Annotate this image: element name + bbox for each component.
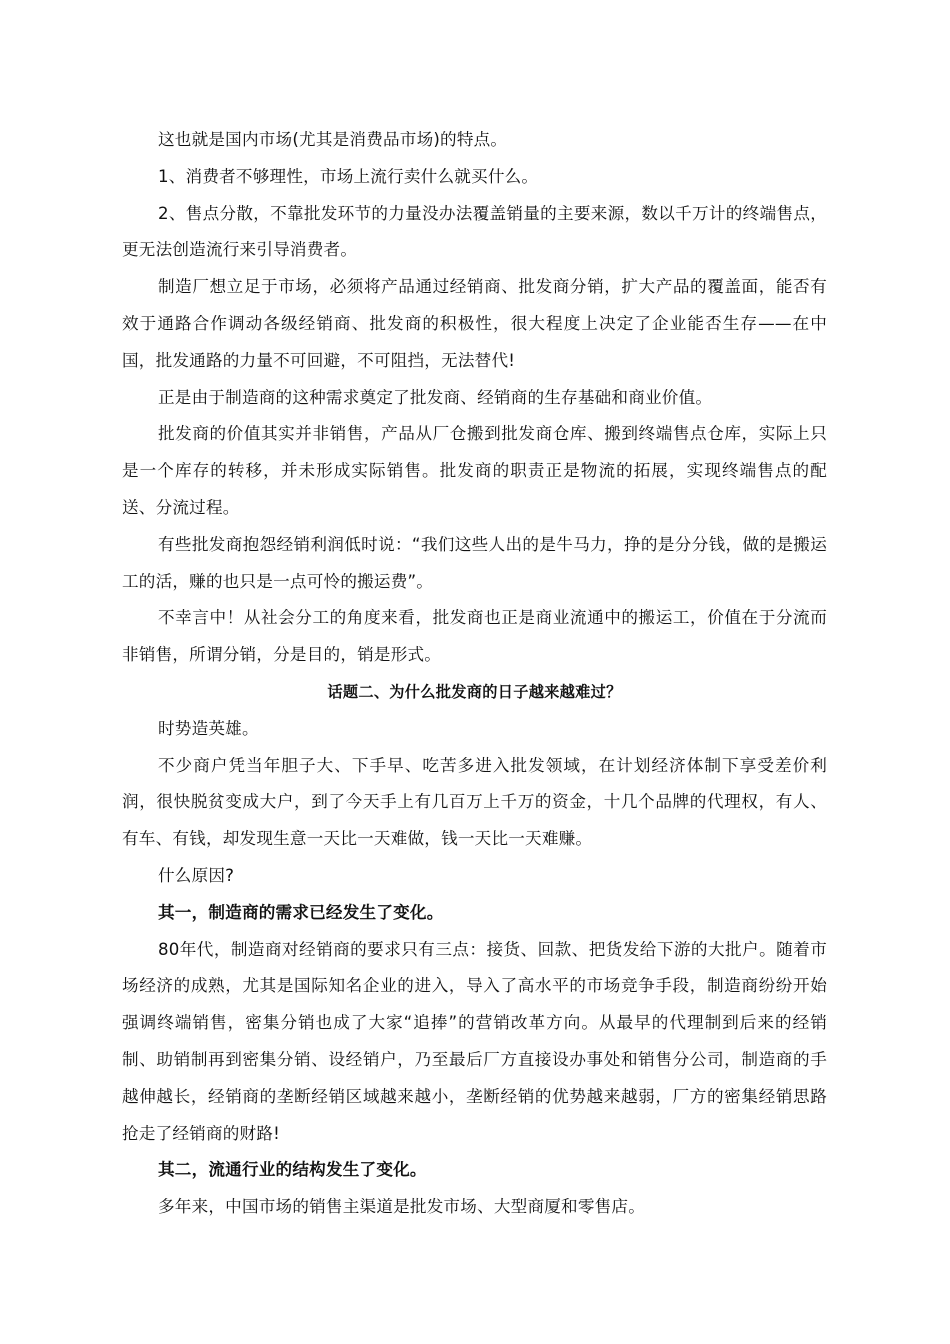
point-two-body: 多年来，中国市场的销售主渠道是批发市场、大型商厦和零售店。 xyxy=(158,1197,646,1217)
paragraph: 制造厂想立足于市场，必须将产品通过经销商、批发商分销，扩大产品的覆盖面，能否有效于通路合作调动各级经销商、批发商的积极性，很大程度上决定了企业能否生存——在中国，批发通路的力量不可回避，不可阻挡，无法替代! xyxy=(122,277,827,370)
point-one-body: 80年代，制造商对经销商的要求只有三点：接货、回款、把货发给下游的大批户。随着市场经济的成熟，尤其是国际知名企业的进入，导入了高水平的市场竞争手段，制造商纷纷开始强调终端销售，密集分销也成了大家“追捧”的营销改革方向。从最早的代理制到后来的经销制、助销制再到密集分销、设经销户，乃至最后厂方直接设办事处和销售分公司，制造商的手越伸越长，经销商的垄断经销区域越来越小，垄断经销的优势越来越弱，厂方的密集经销思路抢走了经销商的财路! xyxy=(122,939,827,1143)
point-one-title: 其一，制造商的需求已经发生了变化。 xyxy=(158,902,444,922)
paragraph: 批发商的价值其实并非销售，产品从厂仓搬到批发商仓库、搬到终端售点仓库，实际上只是一个库存的转移，并未形成实际销售。批发商的职责正是物流的拓展，实现终端售点的配送、分流过程。 xyxy=(122,424,827,517)
paragraph: 这也就是国内市场(尤其是消费品市场)的特点。 xyxy=(158,130,508,149)
paragraph: 有些批发商抱怨经销利润低时说：“我们这些人出的是牛马力，挣的是分分钱，做的是搬运工的活，赚的也只是一点可怜的搬运费”。 xyxy=(122,534,827,591)
paragraph: 不少商户凭当年胆子大、下手早、吃苦多进入批发领域，在计划经济体制下享受差价利润，很快脱贫变成大户，到了今天手上有几百万上千万的资金，十几个品牌的代理权，有人、有车、有钱，却发现生意一天比一天难做，钱一天比一天难赚。 xyxy=(122,755,827,849)
section-heading: 话题二、为什么批发商的日子越来越难过？ xyxy=(327,682,622,701)
paragraph: 正是由于制造商的这种需求奠定了批发商、经销商的生存基础和商业价值。 xyxy=(158,387,713,407)
list-item: 2、售点分散，不靠批发环节的力量没办法覆盖销量的主要来源，数以千万计的终端售点，更无法创造流行来引导消费者。 xyxy=(122,203,827,260)
point-two-title: 其二，流通行业的结构发生了变化。 xyxy=(158,1160,427,1180)
paragraph: 时势造英雄。 xyxy=(158,718,259,738)
document-page xyxy=(122,122,827,1226)
paragraph: 什么原因? xyxy=(158,865,235,885)
list-item: 1、消费者不够理性，市场上流行卖什么就买什么。 xyxy=(158,166,539,186)
paragraph: 不幸言中！从社会分工的角度来看，批发商也正是商业流通中的搬运工，价值在于分流而非销售，所谓分销，分是目的，销是形式。 xyxy=(122,608,827,665)
